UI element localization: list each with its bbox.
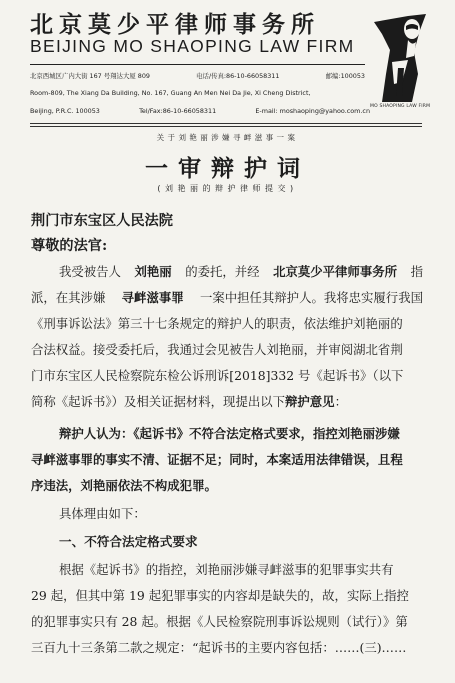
postcode: 邮编:100053 xyxy=(325,72,365,80)
paragraph-line: 简称《起诉书》）及相关证据材料，现提出以下辩护意见： xyxy=(31,394,347,409)
bold-paragraph-line: 序违法，刘艳丽依法不构成犯罪。 xyxy=(31,478,217,493)
address-line-chinese xyxy=(30,71,365,80)
tel-fax-english: Tel/Fax:86-10-66058311 xyxy=(139,107,217,115)
logo-caption: MO SHAOPING LAW FIRM xyxy=(370,104,431,109)
paragraph-line: 的犯罪事实只有 28 起。根据《人民检察院刑事诉讼规则（试行）》第 xyxy=(31,614,408,629)
document-title: 一审辩护词 xyxy=(145,155,310,182)
address-english-line1: Room-809, The Xiang Da Building, No. 167, Guang An Men Nei Da Jie, Xi Cheng District, xyxy=(30,89,311,97)
paragraph-line: 合法权益。接受委托后，我通过会见被告人刘艳丽，并审阅湖北省荆 xyxy=(31,342,403,357)
defendant-name: 刘艳丽 xyxy=(134,264,172,279)
submitted-by: (刘艳丽的辩护律师提交) xyxy=(157,184,298,193)
paragraph-line: 根据《起诉书》的指控，刘艳丽涉嫌寻衅滋事的犯罪事实共有 xyxy=(59,562,394,577)
section-heading: 一、不符合法定格式要求 xyxy=(59,534,198,549)
address-english-line2 xyxy=(30,107,370,115)
paragraph-line: 《刑事诉讼法》第三十七条规定的辩护人的职责，依法维护刘艳丽的 xyxy=(31,316,403,331)
firm-name-chinese: 北京莫少平律师事务所 xyxy=(30,11,320,38)
email-address: E-mail: moshaoping@yahoo.com.cn xyxy=(255,107,370,115)
law-firm-name: 北京莫少平律师事务所 xyxy=(273,264,398,279)
paragraph-line: 派，在其涉嫌 寻衅滋事罪 一案中担任其辩护人。我将忠实履行我国 xyxy=(31,290,423,305)
letterhead-rule xyxy=(30,64,365,65)
addressee-court: 荆门市东宝区人民法院 xyxy=(31,213,173,229)
firm-name-english: BEIJING MO SHAOPING LAW FIRM xyxy=(30,36,355,56)
defense-opinion-label: 辩护意见 xyxy=(285,394,335,409)
case-subject: 关于刘艳丽涉嫌寻衅滋事一案 xyxy=(156,133,299,142)
paragraph-line: 我受被告人 刘艳丽 的委托，并经 北京莫少平律师事务所 指 xyxy=(59,264,423,279)
paragraph-line: 29 起，但其中第 19 起犯罪事实的内容却是缺失的，故，实际上指控 xyxy=(31,588,409,603)
phone-fax-chinese: 电话/传真:86-10-66058311 xyxy=(196,72,280,80)
reasons-intro: 具体理由如下： xyxy=(59,506,146,521)
justice-statue-logo-icon xyxy=(368,12,436,108)
header-double-rule xyxy=(30,123,422,127)
paragraph-line: 门市东宝区人民检察院东检公诉刑诉[2018]332 号《起诉书》（以下 xyxy=(31,368,404,383)
salutation: 尊敬的法官: xyxy=(31,238,108,254)
paragraph-line: 三百九十三条第二款之规定：“起诉书的主要内容包括：……(三)…… xyxy=(31,640,407,655)
bold-paragraph-line: 寻衅滋事罪的事实不清、证据不足；同时，本案适用法律错误，且程 xyxy=(31,452,403,467)
address-english-city: Beijing, P.R.C. 100053 xyxy=(30,107,100,115)
address-chinese: 北京西城区广内大街 167 号翔达大厦 809 xyxy=(30,72,150,80)
charge-name: 寻衅滋事罪 xyxy=(121,290,184,305)
bold-paragraph-line: 辩护人认为：《起诉书》不符合法定格式要求，指控刘艳丽涉嫌 xyxy=(59,426,400,441)
